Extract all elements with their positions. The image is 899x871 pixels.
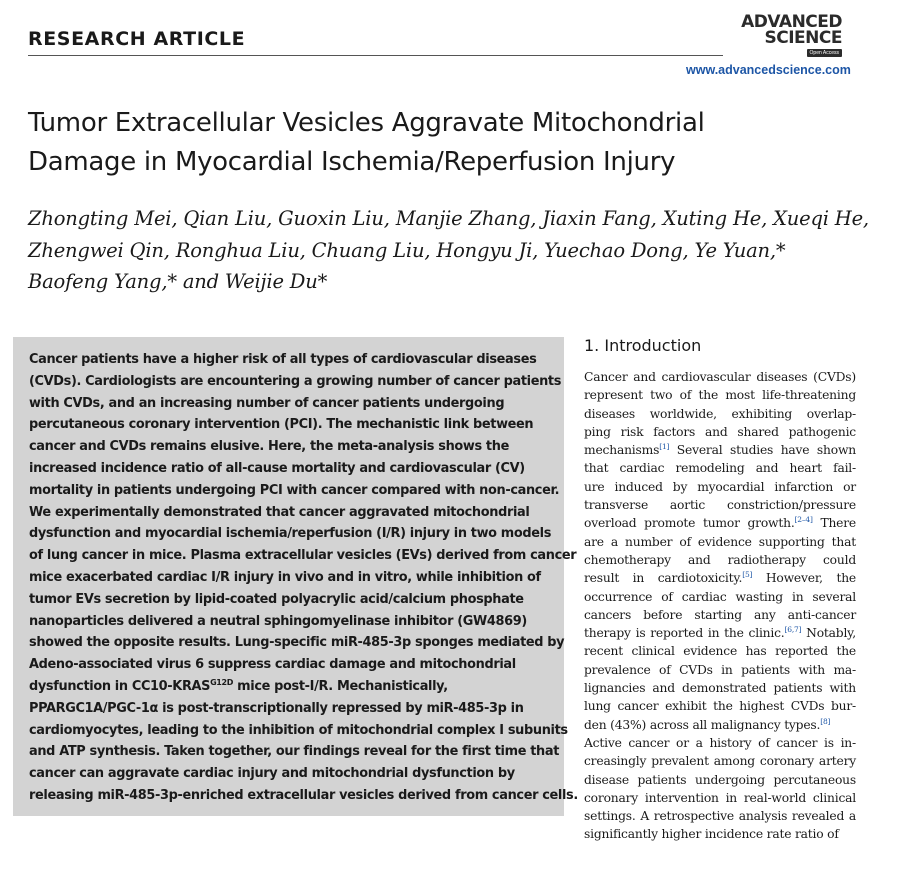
- abstract-line: Cancer patients have a higher risk of all types of cardiovascular diseases: [29, 352, 537, 367]
- body-line: cancers before starting any anti-cancer: [584, 607, 856, 622]
- body-fragment: mechanisms: [584, 443, 660, 458]
- body-line: chemotherapy and radiotherapy could: [584, 552, 856, 567]
- body-line: Cancer and cardiovascular diseases (CVDs): [584, 370, 856, 384]
- body-fragment: result in cardiotoxicity.: [584, 571, 743, 586]
- abstract-line: with CVDs, and an increasing number of cancer patients undergoing: [29, 395, 505, 411]
- body-line: transverse aortic constriction/pressure: [584, 498, 856, 513]
- body-line: prevalence of CVDs in patients with ma-: [584, 662, 856, 677]
- logo-text-science: SCIENCE: [764, 28, 842, 48]
- body-line: coronary intervention in real-world clinical: [584, 790, 856, 805]
- abstract-line: showed the opposite results. Lung-specific miR-485-3p sponges mediated by: [29, 635, 565, 651]
- abstract-line: Adeno-associated virus 6 suppress cardiac damage and mitochondrial: [29, 657, 516, 673]
- abstract-line: mortality in patients undergoing PCI with cancer compared with non-cancer.: [29, 482, 560, 498]
- body-line: creasingly prevalent among coronary artery: [584, 754, 856, 769]
- abstract-line: cancer can aggravate cardiac injury and mitochondrial dysfunction by: [29, 766, 515, 782]
- body-fragment: overload promote tumor growth.: [584, 516, 795, 531]
- body-fragment: Several studies have shown: [669, 443, 856, 458]
- body-line: lignancies and demonstrated patients with: [584, 681, 856, 696]
- body-fragment: Notably,: [801, 626, 856, 641]
- body-line: [584, 624, 856, 642]
- abstract-line: [29, 676, 559, 698]
- body-line: ping risk factors and shared pathogenic: [584, 424, 856, 439]
- open-access-badge: Open Access: [807, 49, 842, 57]
- body-line: occurrence of cardiac wasting in several: [584, 589, 856, 604]
- body-line: [584, 569, 856, 587]
- abstract-line: mice exacerbated cardiac I/R injury in vivo and in vitro, while inhibition of: [29, 569, 541, 585]
- section-heading-introduction: 1. Introduction: [584, 336, 702, 355]
- abstract-line: (CVDs). Cardiologists are encountering a growing number of cancer patients: [29, 373, 562, 389]
- body-line: ure induced by myocardial infarction or: [584, 479, 856, 494]
- introduction-body: [584, 368, 856, 844]
- abstract-text-fragment: dysfunction in CC10-KRAS: [29, 678, 211, 694]
- journal-logo[interactable]: [727, 12, 842, 60]
- abstract-line: cancer and CVDs remains elusive. Here, the meta-analysis shows the: [29, 439, 509, 455]
- abstract-text: [29, 349, 578, 807]
- logo-text-advanced: ADVANCED: [741, 12, 842, 32]
- body-line: Active cancer or a history of cancer is in-: [584, 735, 856, 750]
- abstract-line: increased incidence ratio of all-cause mortality and cardiovascular (CV): [29, 460, 525, 476]
- body-line: are a number of evidence supporting that: [584, 534, 856, 549]
- section-label: RESEARCH ARTICLE: [28, 28, 246, 50]
- author-list: [28, 203, 868, 298]
- body-line: [584, 514, 856, 532]
- body-line: [584, 441, 856, 459]
- abstract-text-fragment: mice post-I/R. Mechanistically,: [233, 678, 448, 694]
- citation-link[interactable]: [5]: [742, 570, 753, 580]
- abstract-line: nanoparticles delivered a neutral sphingomyelinase inhibitor (GW4869): [29, 613, 527, 629]
- body-fragment: However, the: [752, 571, 857, 586]
- title-line: Tumor Extracellular Vesicles Aggravate Mitochondrial: [28, 108, 705, 138]
- body-line: significantly higher incidence rate ratio of: [584, 827, 839, 842]
- citation-link[interactable]: [2–4]: [794, 515, 813, 525]
- body-line: diseases worldwide, exhibiting overlap-: [584, 406, 856, 421]
- body-line: disease patients undergoing percutaneous: [584, 772, 856, 787]
- body-line: [584, 716, 856, 734]
- citation-link[interactable]: [8]: [820, 716, 831, 726]
- abstract-line: of lung cancer in mice. Plasma extracellular vesicles (EVs) derived from cancer: [29, 548, 577, 564]
- abstract-line: and ATP synthesis. Taken together, our findings reveal for the first time that: [29, 744, 560, 760]
- article-title: [28, 104, 848, 182]
- body-fragment: den (43%) across all malignancy types.: [584, 717, 821, 732]
- abstract-line: cardiomyocytes, leading to the inhibition of mitochondrial complex I subunits: [29, 722, 568, 738]
- body-line: represent two of the most life-threatening: [584, 388, 856, 403]
- author-line: Zhongting Mei, Qian Liu, Guoxin Liu, Manjie Zhang, Jiaxin Fang, Xuting He, Xueqi He,: [28, 207, 869, 230]
- body-fragment: There: [812, 516, 856, 531]
- body-fragment: therapy is reported in the clinic.: [584, 626, 785, 641]
- citation-link[interactable]: [1]: [659, 442, 670, 452]
- header-divider: [28, 55, 723, 56]
- body-line: that cardiac remodeling and heart fail-: [584, 461, 856, 476]
- body-line: settings. A retrospective analysis revealed a: [584, 809, 856, 824]
- body-line: recent clinical evidence has reported the: [584, 644, 856, 659]
- abstract-line: releasing miR-485-3p-enriched extracellular vesicles derived from cancer cells.: [29, 787, 578, 803]
- author-line: Zhengwei Qin, Ronghua Liu, Chuang Liu, Hongyu Ji, Yuechao Dong, Ye Yuan,*: [28, 238, 786, 262]
- abstract-line: percutaneous coronary intervention (PCI). The mechanistic link between: [29, 417, 534, 433]
- author-line: Baofeng Yang,* and Weijie Du*: [28, 270, 328, 293]
- abstract-line: We experimentally demonstrated that cancer aggravated mitochondrial: [29, 504, 530, 520]
- abstract-line: dysfunction and myocardial ischemia/reperfusion (I/R) injury in two models: [29, 526, 552, 542]
- citation-link[interactable]: [6,7]: [784, 625, 802, 635]
- body-line: lung cancer exhibit the highest CVDs bur-: [584, 699, 856, 714]
- abstract-line: tumor EVs secretion by lipid-coated polyacrylic acid/calcium phosphate: [29, 591, 524, 607]
- mutation-superscript: G12D: [210, 677, 234, 687]
- journal-url-link[interactable]: www.advancedscience.com: [686, 63, 851, 77]
- abstract-line: PPARGC1A/PGC-1α is post-transcriptionally repressed by miR-485-3p in: [29, 700, 524, 716]
- title-line: Damage in Myocardial Ischemia/Reperfusion Injury: [28, 147, 676, 177]
